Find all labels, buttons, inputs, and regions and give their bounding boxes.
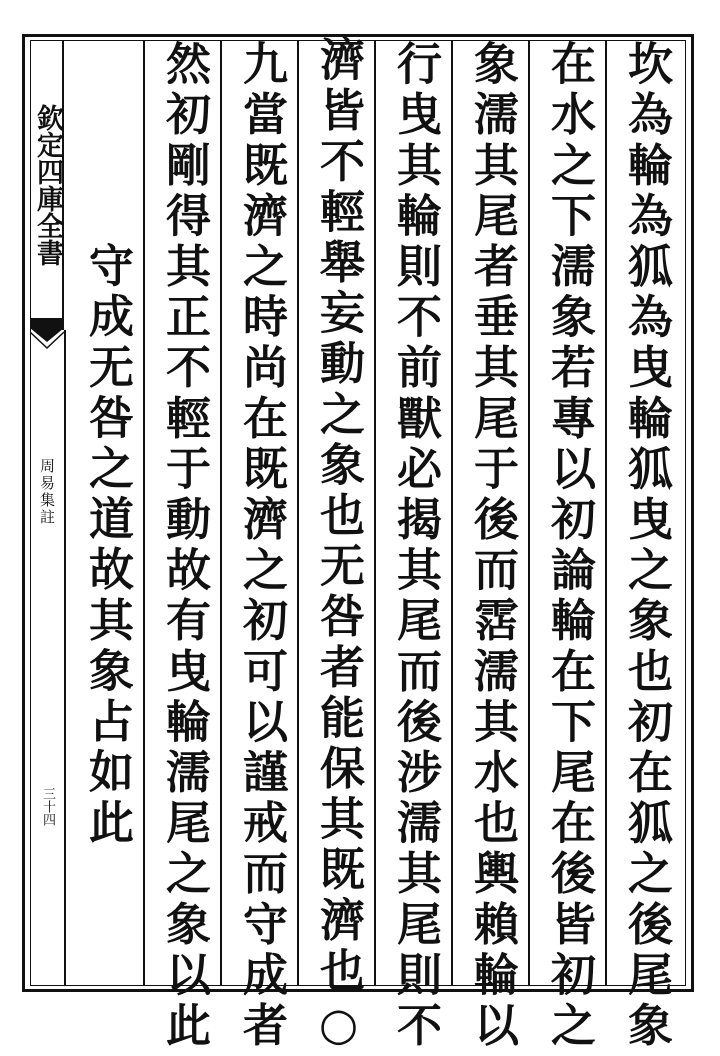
page-number: 三十四 bbox=[40, 786, 55, 826]
text-column-2: 在水之下濡象若專以初論輪在下尾在後皆初之 bbox=[543, 40, 596, 1052]
text-column-8: 守成无咎之道故其象占如此 bbox=[81, 242, 134, 850]
text-column-6: 九當既濟之時尚在既濟之初可以謹戒而守成者 bbox=[235, 40, 288, 1052]
text-area bbox=[66, 36, 686, 1056]
book-title: 周易集註 bbox=[38, 458, 56, 526]
text-column-5: 濟皆不輕舉妄動之象也无咎者能保其既濟也○ bbox=[312, 36, 365, 1056]
collection-title: 欽定四庫全書 bbox=[32, 104, 63, 266]
fishtail-mark bbox=[30, 318, 64, 358]
text-column-4: 行曳其輪則不前獸必揭其尾而後涉濡其尾則不 bbox=[389, 40, 442, 1052]
text-column-7: 然初剛得其正不輕于動故有曳輪濡尾之象以此 bbox=[158, 40, 211, 1052]
text-column-1: 坎為輪為狐為曳輪狐曳之象也初在狐之後尾象 bbox=[620, 40, 673, 1052]
text-column-3: 象濡其尾者垂其尾于後而霑濡其水也輿賴輪以 bbox=[466, 40, 519, 1052]
